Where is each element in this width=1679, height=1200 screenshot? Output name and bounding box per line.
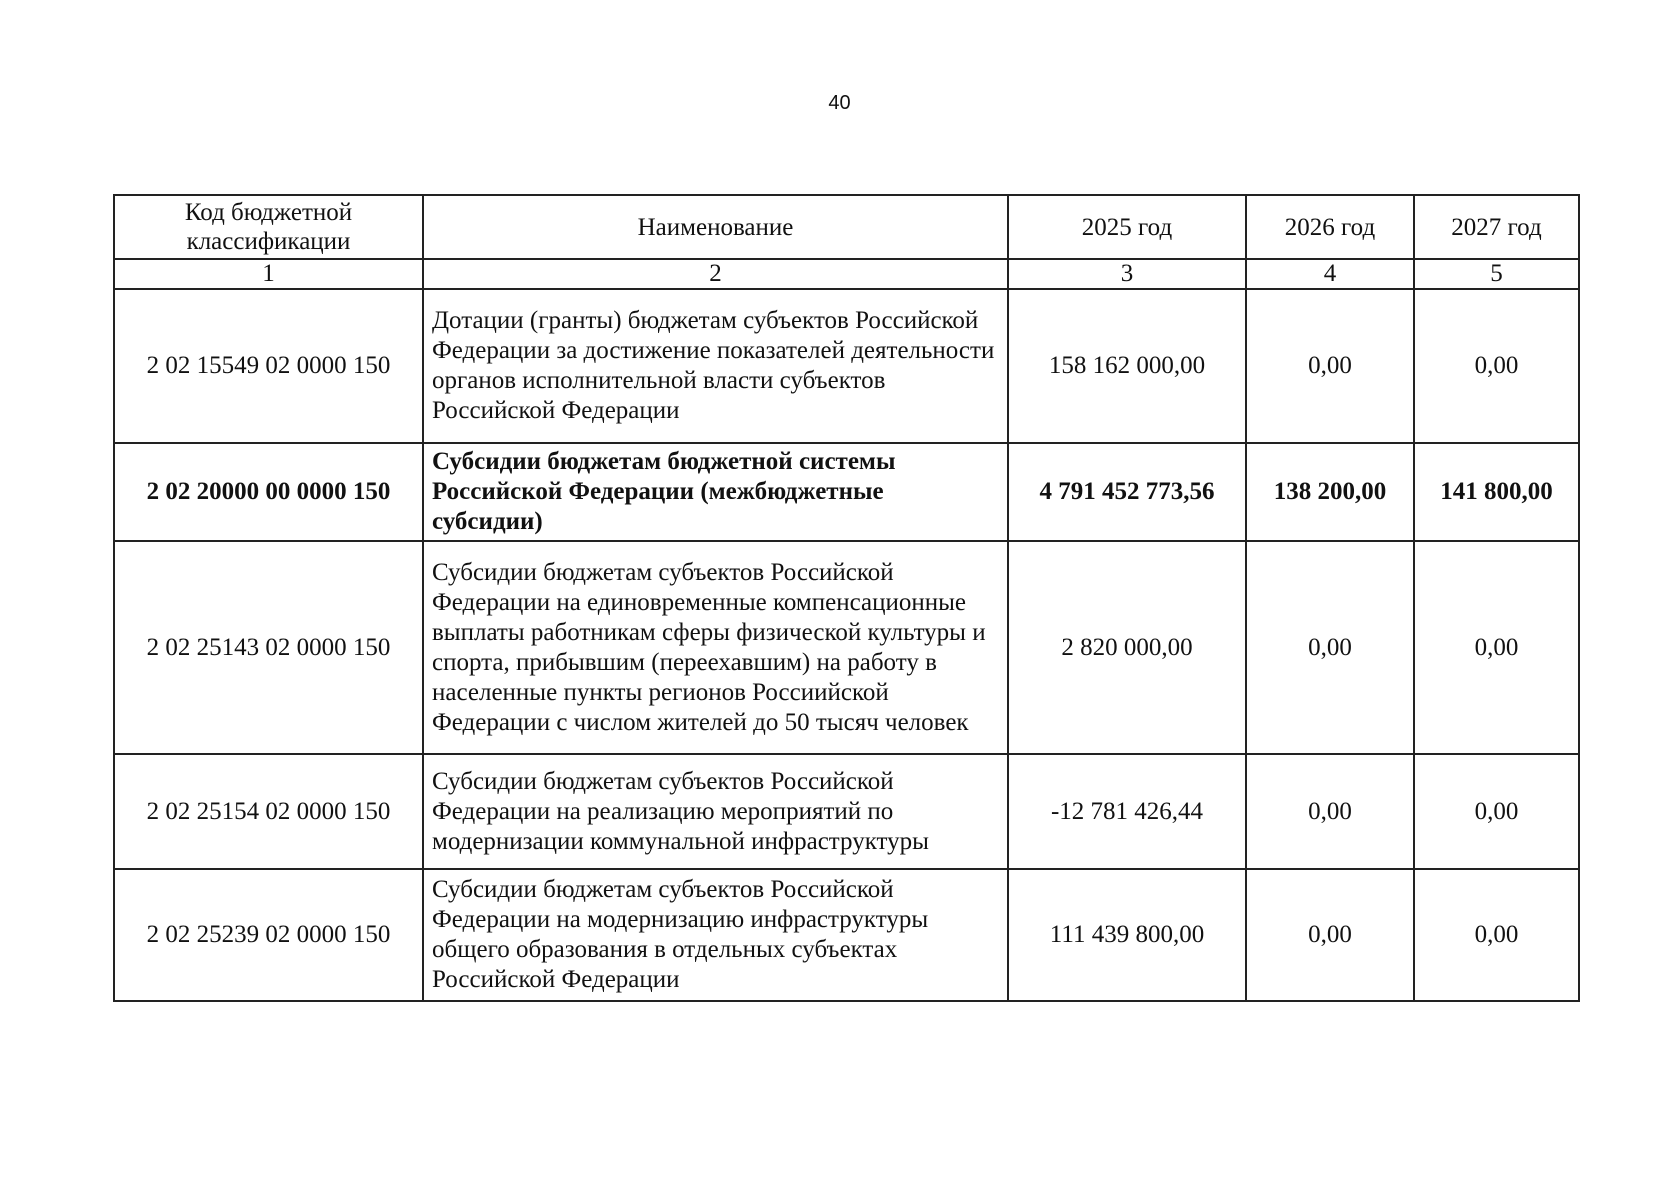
amount-2025: 2 820 000,00	[1008, 541, 1246, 754]
budget-code: 2 02 20000 00 0000 150	[114, 443, 423, 541]
item-name: Дотации (гранты) бюджетам субъектов Российской Федерации за достижение показателей деятельности органов исполнительной власти субъектов Российской Федерации	[423, 289, 1008, 443]
amount-2027: 0,00	[1414, 869, 1579, 1001]
amount-2027: 0,00	[1414, 754, 1579, 869]
header-code: Код бюджетной классификации	[114, 195, 423, 259]
table-row	[114, 869, 1579, 1001]
table-row	[114, 541, 1579, 754]
item-name: Субсидии бюджетам бюджетной системы Российской Федерации (межбюджетные субсидии)	[423, 443, 1008, 541]
column-number: 5	[1414, 259, 1579, 289]
amount-2026: 0,00	[1246, 869, 1414, 1001]
page-number: 40	[828, 92, 851, 114]
budget-code: 2 02 25154 02 0000 150	[114, 754, 423, 869]
amount-2027: 0,00	[1414, 541, 1579, 754]
budget-table	[113, 194, 1580, 1002]
amount-2027: 0,00	[1414, 289, 1579, 443]
budget-code: 2 02 25239 02 0000 150	[114, 869, 423, 1001]
column-number: 3	[1008, 259, 1246, 289]
column-number-row	[114, 259, 1579, 289]
amount-2027: 141 800,00	[1414, 443, 1579, 541]
amount-2026: 0,00	[1246, 541, 1414, 754]
table-row	[114, 289, 1579, 443]
header-2026: 2026 год	[1246, 195, 1414, 259]
amount-2026: 0,00	[1246, 289, 1414, 443]
item-name: Субсидии бюджетам субъектов Российской Федерации на модернизацию инфраструктуры общего образования в отдельных субъектах Российской Федерации	[423, 869, 1008, 1001]
amount-2025: 111 439 800,00	[1008, 869, 1246, 1001]
column-number: 2	[423, 259, 1008, 289]
amount-2025: 158 162 000,00	[1008, 289, 1246, 443]
item-name: Субсидии бюджетам субъектов Российской Федерации на реализацию мероприятий по модернизации коммунальной инфраструктуры	[423, 754, 1008, 869]
amount-2025: -12 781 426,44	[1008, 754, 1246, 869]
header-2025: 2025 год	[1008, 195, 1246, 259]
column-number: 4	[1246, 259, 1414, 289]
header-2027: 2027 год	[1414, 195, 1579, 259]
table-header-row	[114, 195, 1579, 259]
amount-2026: 138 200,00	[1246, 443, 1414, 541]
amount-2026: 0,00	[1246, 754, 1414, 869]
budget-code: 2 02 15549 02 0000 150	[114, 289, 423, 443]
budget-code: 2 02 25143 02 0000 150	[114, 541, 423, 754]
column-number: 1	[114, 259, 423, 289]
item-name: Субсидии бюджетам субъектов Российской Федерации на единовременные компенсационные выплаты работникам сферы физической культуры и спорта, прибывшим (переехавшим) на работу в населенные пункты регионов Россиийской Федерации с числом жителей до 50 тысяч человек	[423, 541, 1008, 754]
table-row	[114, 754, 1579, 869]
table-row-subtotal	[114, 443, 1579, 541]
amount-2025: 4 791 452 773,56	[1008, 443, 1246, 541]
header-name: Наименование	[423, 195, 1008, 259]
